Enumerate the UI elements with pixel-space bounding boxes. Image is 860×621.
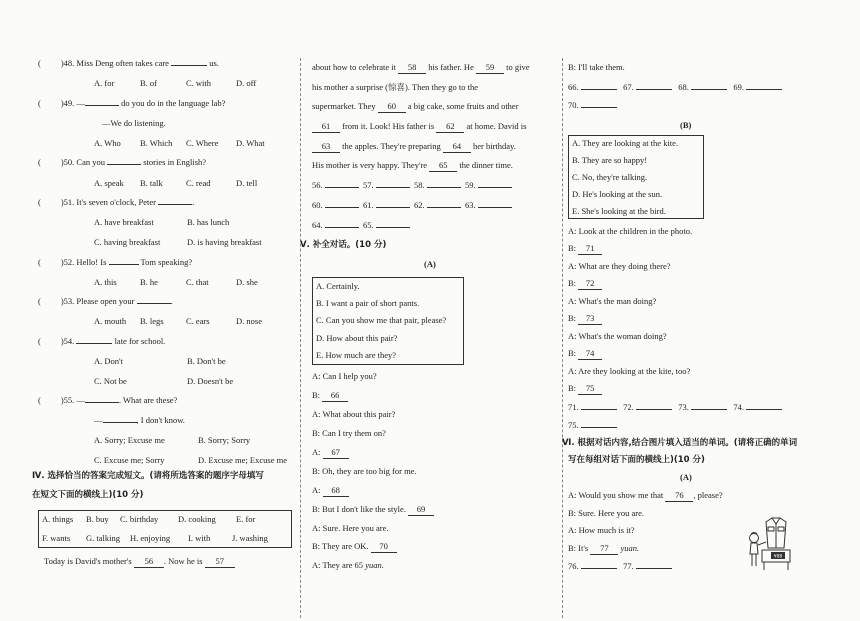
dialogue-text: A: They are 65 [312, 560, 366, 570]
option-a[interactable]: A. have breakfast [94, 217, 154, 227]
q55-options-1 [94, 435, 250, 446]
dialogue-line: A: How much is it? [568, 525, 635, 535]
question-text: )55. — [60, 395, 85, 405]
dialogue-option-c: C. No, they're talking. [572, 172, 648, 182]
question-text: )51. It's seven o'clock, Peter [60, 197, 156, 207]
dialogue-line [568, 543, 639, 555]
blank-72[interactable]: 72 [578, 278, 602, 290]
dialogue-line [312, 447, 349, 459]
answer-paren: ( [38, 257, 41, 267]
answer-label: 61. [363, 200, 374, 210]
section-6-title-cont: 写在每组对话下面的横线上)(10 分) [568, 455, 705, 465]
question-53 [38, 296, 173, 307]
option-b[interactable]: B. Don't be [187, 356, 226, 366]
option-d[interactable]: D. is having breakfast [187, 237, 262, 247]
passage-text: His mother is very happy. They're [312, 160, 428, 170]
q55-options-2 [94, 455, 287, 466]
dialogue-line: B: Can I try them on? [312, 428, 386, 438]
blank[interactable] [137, 303, 171, 304]
option-a[interactable]: A. this [94, 277, 117, 287]
price-tag-text: ¥88 [773, 554, 783, 560]
column-divider [562, 58, 563, 618]
option-c[interactable]: C. read [186, 178, 211, 188]
dialogue-option-e: E. How much are they? [316, 350, 397, 360]
option-c[interactable]: C. that [186, 277, 209, 287]
answer-paren: ( [38, 58, 41, 68]
blank[interactable] [171, 65, 207, 66]
dialogue-line [312, 485, 349, 497]
answer-paren: ( [38, 197, 41, 207]
boy-legs [752, 554, 756, 566]
question-text: )52. Hello! Is [60, 257, 107, 267]
question-48 [38, 58, 219, 69]
option-b[interactable]: B. has lunch [187, 217, 230, 227]
dialogue-option-d: D. How about this pair? [316, 333, 398, 343]
dialogue-text: A: Would you show me that [568, 490, 664, 500]
blank-65[interactable]: 65 [429, 160, 457, 172]
passage-text: about how to celebrate it [312, 62, 397, 72]
boy-head [750, 534, 759, 543]
answer-label: 72. [623, 402, 634, 412]
part-a-label: (A) [424, 259, 436, 269]
blank-67[interactable]: 67 [323, 447, 349, 459]
question-text: )50. Can you [60, 157, 105, 167]
q50-options [94, 178, 257, 189]
dialogue-line [312, 560, 384, 571]
option-c[interactable]: C. with [186, 78, 212, 88]
answer-label: 56. [312, 180, 323, 190]
option-a[interactable]: A. mouth [94, 316, 127, 326]
dialogue-line: A: Can I help you? [312, 371, 377, 381]
answer-label: 65. [363, 220, 374, 230]
speaker: A: [312, 485, 321, 495]
boy-arm [758, 542, 766, 545]
answer-label: 76. [568, 561, 579, 571]
answer-paren: ( [38, 157, 41, 167]
passage-text: her birthday. [473, 141, 516, 151]
answer-blank[interactable] [581, 89, 617, 90]
option-d[interactable]: D. she [236, 277, 258, 287]
option-d[interactable]: D. off [236, 78, 257, 88]
dialogue-line [312, 504, 434, 516]
word-option: G. talking [86, 533, 120, 543]
section-4-title: Ⅳ. 选择恰当的答案完成短文。(请将所选答案的题序字母填写 [32, 471, 264, 481]
dialogue-line: A: What are they doing there? [568, 261, 671, 271]
dialogue-line [568, 243, 602, 255]
passage-line-1 [44, 556, 235, 568]
blank-77[interactable]: 77 [590, 543, 618, 555]
answer-blank[interactable] [376, 187, 410, 188]
passage-text: from it. Look! His father is [342, 121, 435, 131]
question-text: Tom speaking? [140, 257, 193, 267]
blank-74[interactable]: 74 [578, 348, 602, 360]
question-50 [38, 157, 206, 168]
dialogue-line: A: Are they looking at the kite, too? [568, 366, 691, 376]
answer-label: 73. [678, 402, 689, 412]
dialogue-line [568, 348, 602, 360]
blank[interactable] [109, 264, 139, 265]
word-option: E. for [236, 514, 256, 524]
column-left [32, 0, 296, 621]
option-d[interactable]: D. Doesn't be [187, 376, 234, 386]
dialogue-option-d: D. He's looking at the sun. [572, 189, 663, 199]
question-52 [38, 257, 192, 268]
answer-blank[interactable] [376, 227, 410, 228]
passage-line-6 [312, 141, 516, 153]
answer-row-3 [568, 402, 782, 413]
question-49 [38, 98, 225, 109]
dialogue-line [568, 383, 602, 395]
word-option: A. things [42, 514, 74, 524]
dialogue-line: A: Sure. Here you are. [312, 523, 389, 533]
question-text: do you do in the language lab? [121, 98, 226, 108]
section-6-title: Ⅵ. 根据对话内容,结合图片填入适当的单词。(请将正确的单词 [562, 438, 798, 448]
dialogue-line: A: What about this pair? [312, 409, 396, 419]
passage-line-7 [312, 160, 513, 172]
passage-text: the apples. They're preparing [342, 141, 441, 151]
q54-options-1 [94, 356, 226, 367]
answer-row-2 [568, 100, 617, 111]
answer-label: 63. [465, 200, 476, 210]
dialogue-line: B: I'll take them. [568, 62, 625, 72]
word-option: J. washing [232, 533, 268, 543]
answer-blank[interactable] [581, 107, 617, 108]
blank-57[interactable]: 57 [205, 556, 235, 568]
option-a[interactable]: A. speak [94, 178, 124, 188]
blank[interactable] [107, 164, 141, 165]
answer-row-1 [568, 82, 782, 93]
answer-label: 66. [568, 82, 579, 92]
column-divider [300, 58, 301, 618]
blank[interactable] [85, 402, 119, 403]
speaker: A: [312, 447, 321, 457]
dialogue-option-a: A. Certainly. [316, 281, 360, 291]
dialogue-option-a: A. They are looking at the kite. [572, 138, 679, 148]
answer-row-4 [568, 420, 617, 431]
question-text: us. [209, 58, 219, 68]
question-text: )48. Miss Deng often takes care [60, 58, 169, 68]
dialogue-option-b: B. They are so happy! [572, 155, 648, 165]
blank-58[interactable]: 58 [398, 62, 426, 74]
options-box-a [312, 277, 464, 365]
answer-label: 58. [414, 180, 425, 190]
answer-paren: ( [38, 395, 41, 405]
option-c[interactable]: C. Not be [94, 376, 127, 386]
answer-label: 69. [733, 82, 744, 92]
passage-text: supermarket. They [312, 101, 376, 111]
word-option: B. buy [86, 514, 109, 524]
answer-blank[interactable] [376, 207, 410, 208]
question-reply: , I don't know. [136, 415, 185, 425]
blank[interactable] [158, 204, 192, 205]
question-55 [38, 395, 177, 406]
passage-text: his father. He [428, 62, 474, 72]
question-text: )54. [60, 336, 75, 346]
answer-blank[interactable] [325, 207, 359, 208]
answer-row-5 [568, 561, 672, 572]
word-option: H. enjoying [130, 533, 171, 543]
question-54 [38, 336, 165, 347]
section-4-title-cont: 在短文下面的横线上)(10 分) [32, 490, 144, 500]
answer-blank[interactable] [581, 409, 617, 410]
dialogue-line [568, 490, 723, 502]
answer-label: 60. [312, 200, 323, 210]
answer-label: 70. [568, 100, 579, 110]
boy-shopping-illustration [744, 514, 804, 574]
passage-line-3: his mother a surprise (惊喜). Then they go to the [312, 82, 479, 92]
option-b[interactable]: B. legs [140, 316, 164, 326]
passage-line-4 [312, 101, 519, 113]
dialogue-option-c: C. Can you show me that pair, please? [316, 315, 447, 325]
answer-row-2 [312, 200, 512, 211]
answer-blank[interactable] [691, 409, 727, 410]
dialogue-text: , please? [693, 490, 723, 500]
blank-76[interactable]: 76 [665, 490, 693, 502]
option-a[interactable]: A. Don't [94, 356, 123, 366]
word-bank-box [38, 510, 292, 548]
question-text: )49. — [60, 98, 85, 108]
dialogue-line: B: Sure. Here you are. [568, 508, 645, 518]
question-reply: —We do listening. [102, 118, 166, 128]
q54-options-2 [94, 376, 233, 387]
currency-unit: yuan. [365, 560, 384, 570]
option-c[interactable]: C. having breakfast [94, 237, 161, 247]
option-c[interactable]: C. ears [186, 316, 210, 326]
blank-71[interactable]: 71 [578, 243, 602, 255]
answer-blank[interactable] [325, 227, 359, 228]
column-right [562, 0, 830, 621]
passage-text: the dinner time. [459, 160, 513, 170]
speaker: B: [568, 243, 577, 253]
blank-56[interactable]: 56 [134, 556, 164, 568]
answer-label: 57. [363, 180, 374, 190]
column-middle [300, 0, 558, 621]
q53-options [94, 316, 262, 327]
blank-68[interactable]: 68 [323, 485, 349, 497]
q51-options-1 [94, 217, 229, 228]
dialogue-line [568, 278, 602, 290]
answer-blank[interactable] [427, 187, 461, 188]
blank-70[interactable]: 70 [371, 541, 397, 553]
blank-69[interactable]: 69 [408, 504, 434, 516]
speaker: B: [312, 390, 321, 400]
section-5-title: Ⅴ. 补全对话。(10 分) [300, 240, 387, 250]
option-b[interactable]: B. he [140, 277, 158, 287]
blank-66[interactable]: 66 [322, 390, 348, 402]
word-option: F. wants [42, 533, 71, 543]
answer-label: 75. [568, 420, 579, 430]
part-b-label: (B) [680, 120, 692, 130]
option-d[interactable]: D. What [236, 138, 265, 148]
dialogue-text: B: They are OK. [312, 541, 369, 551]
dialogue-line [312, 541, 397, 553]
dialogue-line [568, 313, 602, 325]
answer-blank[interactable] [746, 89, 782, 90]
answer-blank[interactable] [325, 187, 359, 188]
blank-61[interactable]: 61 [312, 121, 340, 133]
answer-blank[interactable] [478, 207, 512, 208]
answer-blank[interactable] [636, 89, 672, 90]
answer-label: 62. [414, 200, 425, 210]
question-text: . What are these? [118, 395, 178, 405]
passage-line-5 [312, 121, 526, 133]
dialogue-line: A: Look at the children in the photo. [568, 226, 693, 236]
dialogue-line: A: What's the woman doing? [568, 331, 667, 341]
option-a[interactable]: A. Sorry; Excuse me [94, 435, 165, 445]
blank-64[interactable]: 64 [443, 141, 471, 153]
option-b[interactable]: B. Which [140, 138, 173, 148]
answer-row-3 [312, 220, 410, 231]
answer-blank[interactable] [427, 207, 461, 208]
speaker: B: [568, 383, 577, 393]
answer-blank[interactable] [478, 187, 512, 188]
option-a[interactable]: A. for [94, 78, 115, 88]
boy-body [750, 543, 758, 554]
answer-label: 67. [623, 82, 634, 92]
answer-blank[interactable] [636, 409, 672, 410]
speaker: B: [568, 278, 577, 288]
answer-blank[interactable] [691, 89, 727, 90]
passage-text: to give [506, 62, 530, 72]
option-d[interactable]: D. nose [236, 316, 262, 326]
word-option: I. with [188, 533, 211, 543]
word-option: D. cooking [178, 514, 216, 524]
option-b[interactable]: B. Sorry; Sorry [198, 435, 251, 445]
option-a[interactable]: A. Who [94, 138, 121, 148]
question-text: stories in English? [143, 157, 207, 167]
option-c[interactable]: C. Where [186, 138, 219, 148]
answer-blank[interactable] [636, 568, 672, 569]
part-a-label: (A) [680, 472, 692, 482]
blank-59[interactable]: 59 [476, 62, 504, 74]
blank[interactable] [76, 343, 112, 344]
passage-text: at home. David is [466, 121, 527, 131]
option-d[interactable]: D. Excuse me; Excuse me [198, 455, 287, 465]
dialogue-text: B: It's [568, 543, 589, 553]
blank[interactable] [85, 105, 119, 106]
answer-paren: ( [38, 296, 41, 306]
blank[interactable] [103, 422, 137, 423]
dialogue-line: A: What's the man doing? [568, 296, 657, 306]
dialogue-option-b: B. I want a pair of short pants. [316, 298, 420, 308]
question-55-reply [94, 415, 185, 426]
answer-label: 74. [733, 402, 744, 412]
answer-blank[interactable] [581, 568, 617, 569]
blank-75[interactable]: 75 [578, 383, 602, 395]
passage-text: . Now he is [163, 556, 203, 566]
q51-options-2 [94, 237, 262, 248]
passage-text: a big cake, some fruits and other [407, 101, 519, 111]
question-text: . [192, 197, 195, 207]
answer-blank[interactable] [746, 409, 782, 410]
option-b[interactable]: B. of [140, 78, 157, 88]
blank-63[interactable]: 63 [312, 141, 340, 153]
speaker: B: [568, 313, 577, 323]
q52-options [94, 277, 258, 288]
question-text: late for school. [114, 336, 166, 346]
dialogue-text: B: But I don't like the style. [312, 504, 406, 514]
q49-options [94, 138, 265, 149]
q48-options [94, 78, 256, 89]
answer-label: 59. [465, 180, 476, 190]
answer-blank[interactable] [581, 427, 617, 428]
currency-unit: yuan. [620, 543, 640, 553]
options-box-b [568, 135, 704, 219]
option-b[interactable]: B. talk [140, 178, 163, 188]
dialogue-option-e: E. She's looking at the bird. [572, 206, 666, 216]
answer-label: 77. [623, 561, 634, 571]
blank-62[interactable]: 62 [436, 121, 464, 133]
blank-73[interactable]: 73 [578, 313, 602, 325]
answer-label: 68. [678, 82, 689, 92]
speaker: B: [568, 348, 577, 358]
blank-60[interactable]: 60 [378, 101, 406, 113]
answer-paren: ( [38, 98, 41, 108]
question-51 [38, 197, 194, 208]
answer-label: 64. [312, 220, 323, 230]
word-option: C. birthday [120, 514, 159, 524]
passage-text: Today is David's mother's [44, 556, 132, 566]
answer-paren: ( [38, 336, 41, 346]
dialogue-line: B: Oh, they are too big for me. [312, 466, 417, 476]
option-d[interactable]: D. tell [236, 178, 258, 188]
question-text: )53. Please open your [60, 296, 135, 306]
option-c[interactable]: C. Excuse me; Sorry [94, 455, 165, 465]
answer-row-1 [312, 180, 512, 191]
answer-label: 71. [568, 402, 579, 412]
dialogue-line [312, 390, 348, 402]
passage-line-2 [312, 62, 529, 74]
question-reply: — [94, 415, 103, 425]
word-bank-row-2 [42, 533, 268, 544]
word-bank-row-1 [42, 514, 255, 525]
question-text: . [170, 296, 173, 306]
